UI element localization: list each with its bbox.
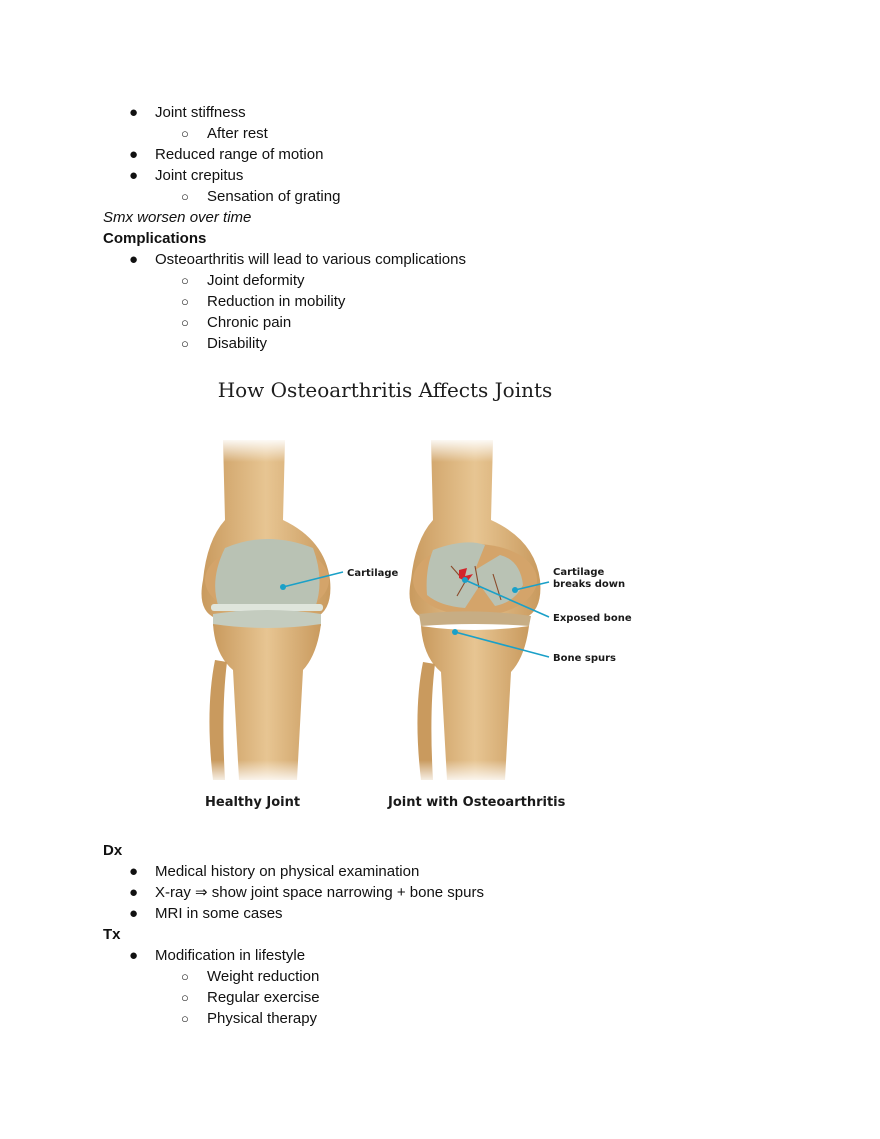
list-item-dx: Medical history on physical examination (155, 863, 420, 880)
figure-title: How Osteoarthritis Affects Joints (217, 378, 553, 402)
label-exposed-bone: Exposed bone (553, 613, 632, 624)
list-item-after-rest: After rest (207, 125, 268, 142)
osteoarthritis-figure (175, 370, 655, 825)
list-item-complication: Reduction in mobility (207, 293, 346, 310)
list-item-complication: Joint deformity (207, 272, 305, 289)
sub-bullet: ○ (181, 189, 189, 204)
sub-bullet: ○ (181, 315, 189, 330)
list-item-tx: Weight reduction (207, 968, 320, 985)
list-item-complication: Chronic pain (207, 314, 292, 331)
osteoarthritis-knee-image (410, 440, 632, 780)
bullet: ● (129, 863, 139, 880)
sub-bullet: ○ (181, 336, 189, 351)
note-worsen: Smx worsen over time (103, 209, 252, 226)
sub-bullet: ○ (181, 273, 189, 288)
caption-healthy-joint: Healthy Joint (205, 795, 301, 810)
list-item-dx: X-ray ⇒ show joint space narrowing + bone spurs (155, 884, 484, 901)
list-item-tx-main: Modification in lifestyle (155, 947, 306, 964)
label-cartilage: Cartilage (347, 568, 399, 579)
caption-oa-joint: Joint with Osteoarthritis (388, 795, 566, 810)
bullet: ● (129, 905, 139, 922)
sub-bullet: ○ (181, 969, 189, 984)
bullet: ● (129, 947, 139, 964)
heading-dx: Dx (103, 842, 123, 859)
bullet: ● (129, 251, 139, 268)
sub-bullet: ○ (181, 1011, 189, 1026)
list-item-tx: Physical therapy (207, 1010, 318, 1027)
bullet: ● (129, 146, 139, 163)
bullet: ● (129, 167, 139, 184)
heading-tx: Tx (103, 926, 121, 943)
heading-complications: Complications (103, 230, 207, 247)
healthy-knee-image (202, 440, 399, 780)
bullet: ● (129, 884, 139, 901)
list-item-crepitus: Joint crepitus (155, 167, 244, 184)
list-item-reduced-rom: Reduced range of motion (155, 146, 324, 163)
sub-bullet: ○ (181, 990, 189, 1005)
list-item-joint-stiffness: Joint stiffness (155, 104, 246, 121)
list-item-tx: Regular exercise (207, 989, 320, 1006)
list-item-grating: Sensation of grating (207, 188, 341, 205)
label-bone-spurs: Bone spurs (553, 653, 616, 664)
list-item-complication: Disability (207, 335, 268, 352)
bullet: ● (129, 104, 139, 121)
sub-bullet: ○ (181, 126, 189, 141)
list-item-complications-intro: Osteoarthritis will lead to various complications (155, 251, 466, 268)
list-item-dx: MRI in some cases (155, 905, 283, 922)
sub-bullet: ○ (181, 294, 189, 309)
knee-illustration (175, 370, 655, 825)
label-cartilage-breaks-2: breaks down (553, 579, 626, 590)
label-cartilage-breaks-1: Cartilage (553, 567, 605, 578)
